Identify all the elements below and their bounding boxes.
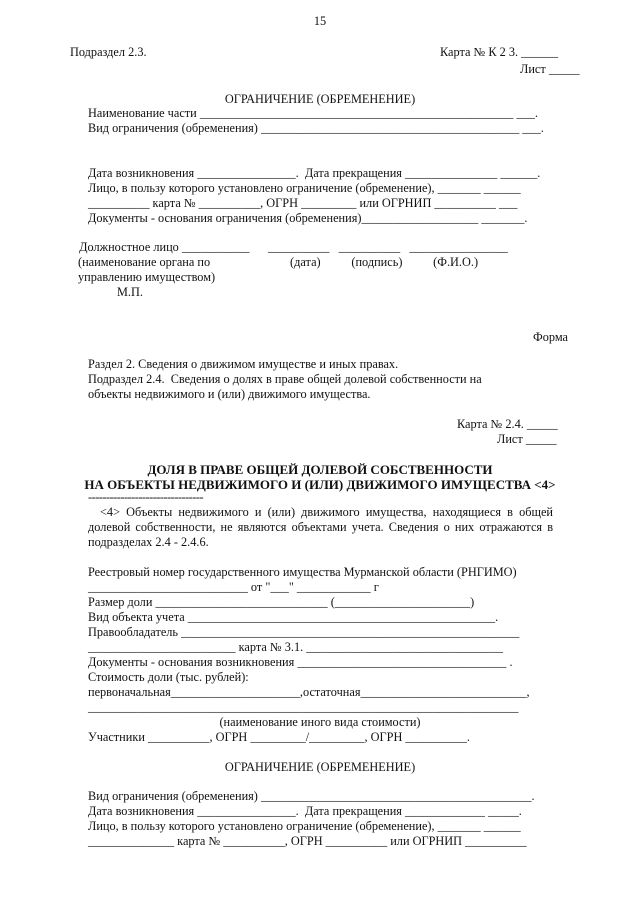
field-owner-card: ________________________ карта № 3.1. ________________________________ <box>88 640 504 654</box>
field-encumbrance2-ids: ______________ карта № __________, ОГРН __________ или ОГРНИП __________ <box>88 834 527 848</box>
subsection-label: Подраздел 2.3. <box>70 45 147 59</box>
field-other-value: ______________________________________________________________________ <box>88 700 519 714</box>
field-owner: Правообладатель _______________________________________________________ <box>88 625 520 639</box>
encumbrance2-title: ОГРАНИЧЕНИЕ (ОБРЕМЕНЕНИЕ) <box>224 760 416 774</box>
card-number: Карта № К 2 3. ______ <box>440 45 559 59</box>
card2-sheet: Лист _____ <box>497 432 557 446</box>
sheet-number: Лист _____ <box>520 62 580 76</box>
field-encumbrance2-beneficiary: Лицо, в пользу которого установлено ограничение (обременение), _______ ______ <box>88 819 521 833</box>
field-share-size: Размер доли ____________________________ (______________________) <box>88 595 475 609</box>
field-registry-number: Реестровый номер государственного имущества Мурманской области (РНГИМО) <box>88 565 517 579</box>
stamp-label: М.П. <box>117 285 143 299</box>
field-part-name: Наименование части ___________________________________________________ ___. <box>88 106 538 120</box>
card2-number: Карта № 2.4. _____ <box>457 417 558 431</box>
section-line1: Раздел 2. Сведения о движимом имуществе и иных правах. <box>88 357 399 371</box>
field-documents: Документы - основания ограничения (обременения)___________________ _______. <box>88 211 528 225</box>
field-beneficiary: Лицо, в пользу которого установлено ограничение (обременение), _______ ______ <box>88 181 521 195</box>
field-initial-residual: первоначальная_____________________,остаточная___________________________, <box>88 685 530 699</box>
field-registry-date: __________________________ от "___" ____________ г <box>88 580 379 594</box>
footnote-text: <4> Объекты недвижимого и (или) движимого имущества, находящиеся в общей долевой собственности, не являются объектами учета. Сведения о них отражаются в подразделах 2.4 - 2.4.6. <box>88 505 553 549</box>
form-label: Форма <box>533 330 568 344</box>
page-number: 15 <box>313 14 327 28</box>
official-row: Должностное лицо ___________ __________ __________ ________________ <box>76 240 508 254</box>
field-encumbrance2-type: Вид ограничения (обременения) ____________________________________________. <box>88 789 535 803</box>
field-participants: Участники __________, ОГРН _________/_________, ОГРН __________. <box>88 730 470 744</box>
share-title-2: НА ОБЪЕКТЫ НЕДВИЖИМОГО И (ИЛИ) ДВИЖИМОГО ИМУЩЕСТВА <4> <box>84 477 556 492</box>
field-share-value: Стоимость доли (тыс. рублей): <box>88 670 249 684</box>
encumbrance-title: ОГРАНИЧЕНИЕ (ОБРЕМЕНЕНИЕ) <box>224 92 416 106</box>
field-encumbrance2-dates: Дата возникновения ________________. Дата прекращения _____________ _____. <box>88 804 522 818</box>
share-title-1: ДОЛЯ В ПРАВЕ ОБЩЕЙ ДОЛЕВОЙ СОБСТВЕННОСТИ <box>147 462 493 477</box>
section-line3: объекты недвижимого и (или) движимого имущества. <box>88 387 371 401</box>
official-sub2: управлению имуществом) <box>78 270 216 284</box>
field-beneficiary-ids: __________ карта № __________, ОГРН _________ или ОГРНИП __________ ___ <box>88 196 518 210</box>
other-value-label: (наименование иного вида стоимости) <box>219 715 421 729</box>
field-object-type: Вид объекта учета __________________________________________________. <box>88 610 499 624</box>
field-dates: Дата возникновения ________________. Дата прекращения _______________ ______. <box>88 166 541 180</box>
section-line2: Подраздел 2.4. Сведения о долях в праве общей долевой собственности на <box>88 372 482 386</box>
field-share-documents: Документы - основания возникновения __________________________________ . <box>88 655 513 669</box>
footnote-rule: -------------------------------- <box>88 490 204 504</box>
field-encumbrance-type: Вид ограничения (обременения) __________________________________________ ___. <box>88 121 544 135</box>
official-sub: (наименование органа по (дата) (подпись) (Ф.И.О.) <box>78 255 479 269</box>
